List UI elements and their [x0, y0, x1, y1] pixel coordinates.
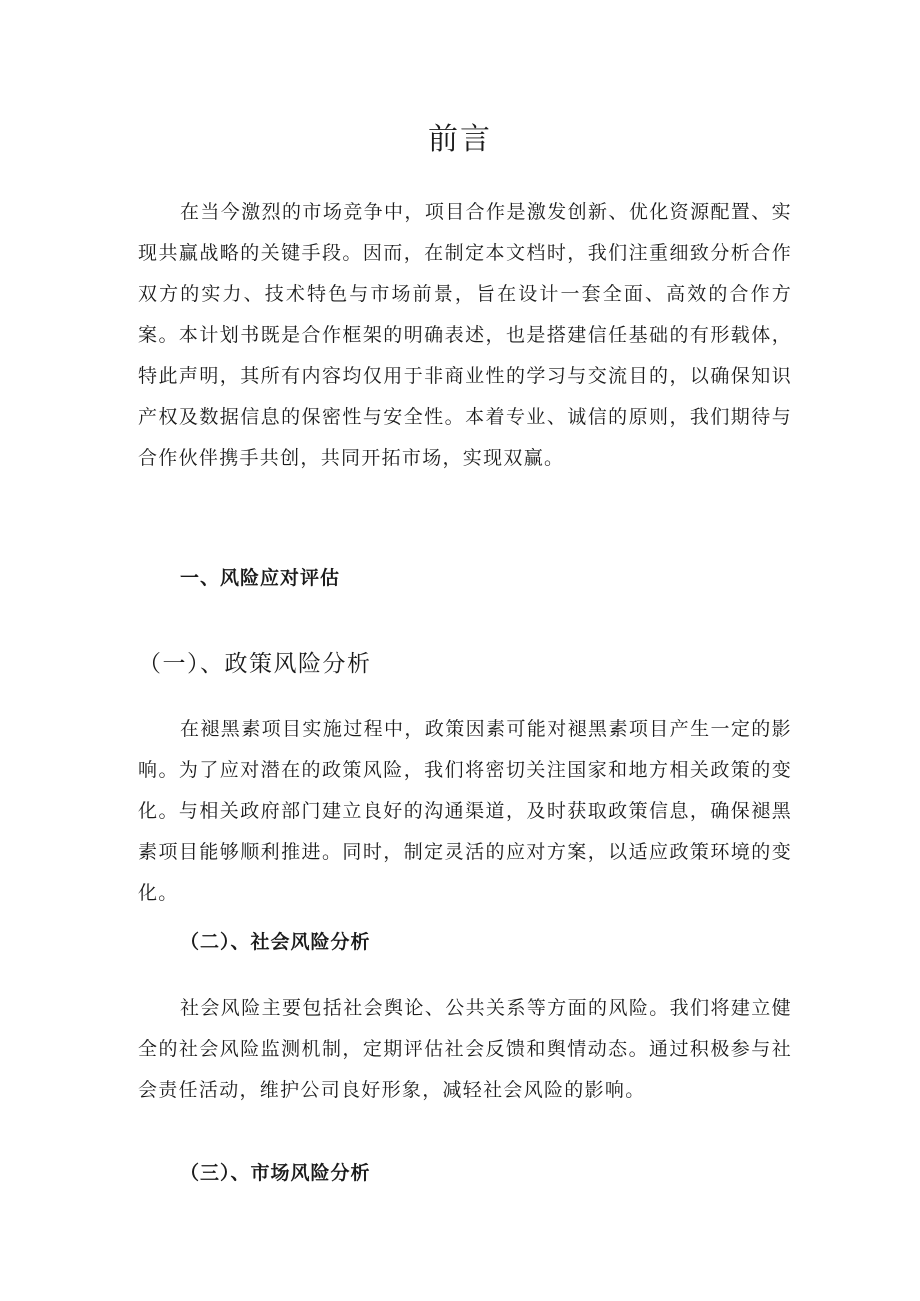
- section-heading-risk-assessment: 一、风险应对评估: [180, 567, 341, 589]
- policy-risk-paragraph: 在褪黑素项目实施过程中，政策因素可能对褪黑素项目产生一定的影响。为了应对潜在的政策风险，我们将密切关注国家和地方相关政策的变化。与相关政府部门建立良好的沟通渠道，及时获取政策信息，确保褪黑素项目能够顺利推进。同时，制定灵活的应对方案，以适应政策环境的变化。: [138, 718, 792, 904]
- social-risk-paragraph: 社会风险主要包括社会舆论、公共关系等方面的风险。我们将建立健全的社会风险监测机制，定期评估社会反馈和舆情动态。通过积极参与社会责任活动，维护公司良好形象，减轻社会风险的影响。: [138, 997, 792, 1101]
- subsection-heading-market-risk: （三）、市场风险分析: [180, 1162, 371, 1184]
- subsection-heading-policy-risk: （一）、政策风险分析: [138, 651, 372, 677]
- intro-paragraph: 在当今激烈的市场竞争中，项目合作是激发创新、优化资源配置、实现共赢战略的关键手段。因而，在制定本文档时，我们注重细致分析合作双方的实力、技术特色与市场前景，旨在设计一套全面、高效的合作方案。本计划书既是合作框架的明确表述，也是搭建信任基础的有形载体，特此声明，其所有内容均仅用于非商业性的学习与交流目的，以确保知识产权及数据信息的保密性与安全性。本着专业、诚信的原则，我们期待与合作伙伴携手共创，共同开拓市场，实现双赢。: [138, 201, 792, 469]
- subsection-heading-social-risk: （二）、社会风险分析: [180, 931, 371, 953]
- page-title: 前言: [428, 122, 492, 157]
